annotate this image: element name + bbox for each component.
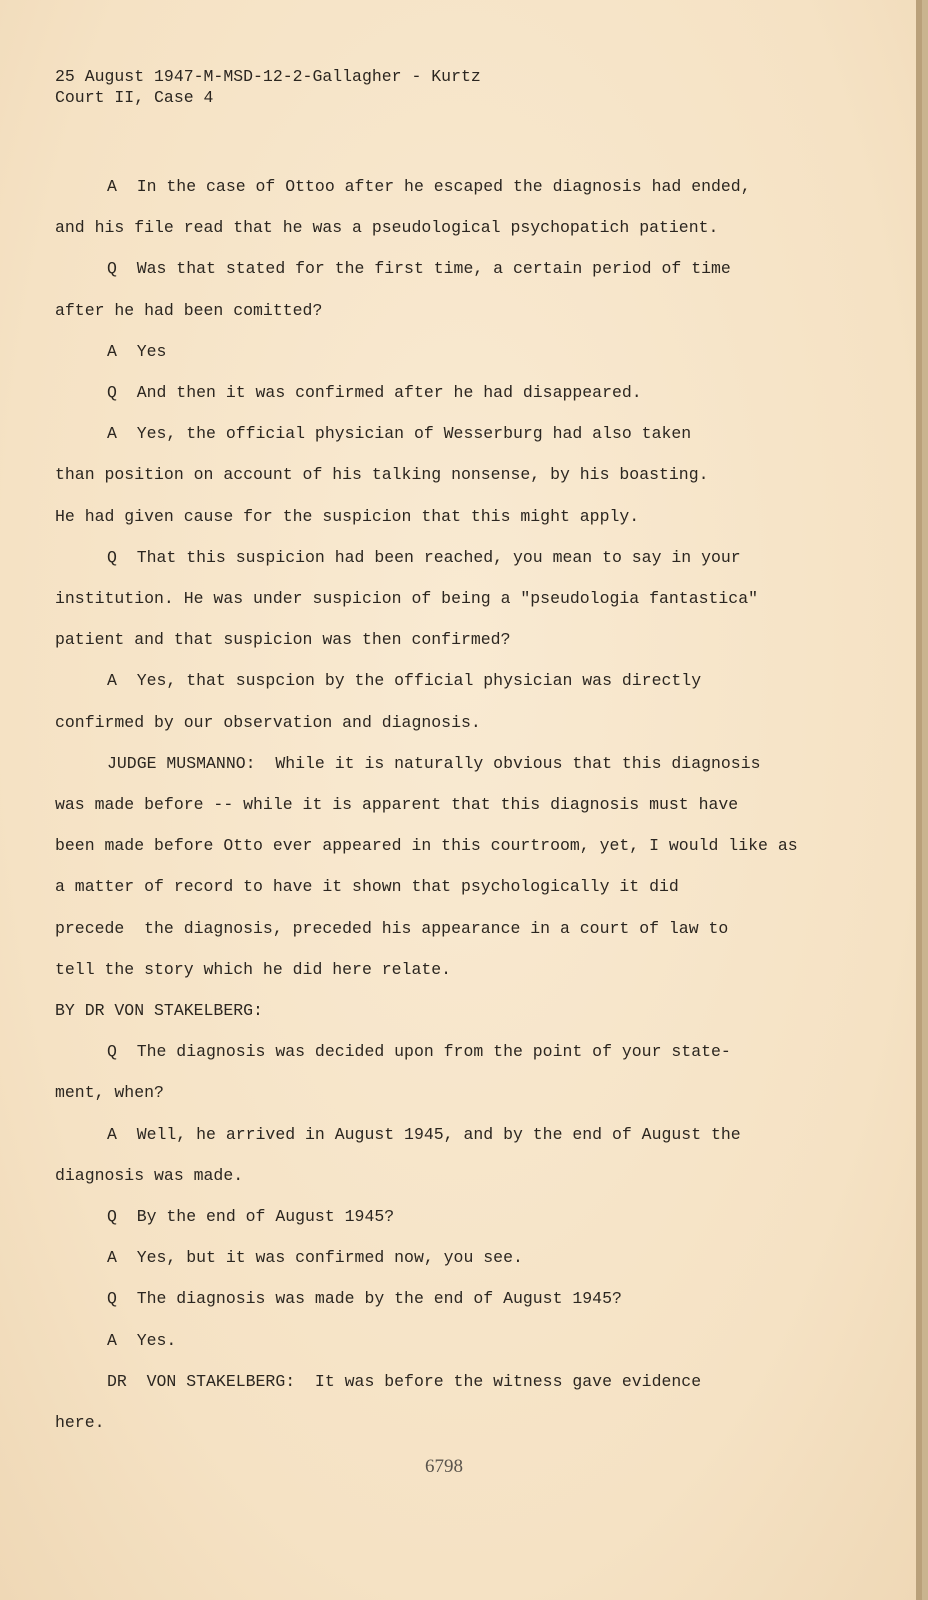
transcript-line: after he had been comitted? — [55, 300, 323, 320]
transcript-line: He had given cause for the suspicion that this might apply. — [55, 506, 640, 526]
transcript-line: Q Was that stated for the first time, a certain period of time — [107, 259, 731, 279]
transcript-line: here. — [55, 1413, 105, 1433]
transcript-line: A Well, he arrived in August 1945, and by the end of August the — [107, 1124, 741, 1144]
transcript-line: a matter of record to have it shown that psychologically it did — [55, 877, 679, 897]
document-header — [55, 66, 481, 108]
transcript-line: Q By the end of August 1945? — [107, 1207, 395, 1227]
transcript-line: than position on account of his talking nonsense, by his boasting. — [55, 465, 709, 485]
transcript-line: A Yes, the official physician of Wesserburg had also taken — [107, 424, 692, 444]
header-court-line: Court II, Case 4 — [55, 88, 214, 107]
transcript-line: diagnosis was made. — [55, 1165, 244, 1185]
transcript-line: Q The diagnosis was made by the end of August 1945? — [107, 1289, 622, 1309]
transcript-line: A In the case of Ottoo after he escaped the diagnosis had ended, — [107, 177, 751, 196]
transcript-line: BY DR VON STAKELBERG: — [55, 1001, 263, 1021]
transcript-line: patient and that suspicion was then confirmed? — [55, 630, 511, 650]
transcript-line: DR VON STAKELBERG: It was before the witness gave evidence — [107, 1371, 702, 1391]
transcript-line: A Yes, that suspcion by the official physician was directly — [107, 671, 702, 691]
transcript-line: institution. He was under suspicion of being a "pseudologia fantastica" — [55, 589, 759, 609]
transcript-body — [55, 166, 845, 1443]
header-date-line: 25 August 1947-M-MSD-12-2-Gallagher - Kurtz — [55, 67, 481, 86]
transcript-line: ment, when? — [55, 1083, 164, 1103]
transcript-line: Q And then it was confirmed after he had disappeared. — [107, 383, 642, 403]
transcript-line: JUDGE MUSMANNO: While it is naturally obvious that this diagnosis — [107, 753, 761, 773]
transcript-line: Q That this suspicion had been reached, you mean to say in your — [107, 547, 741, 567]
page-number: 6798 — [425, 1456, 463, 1477]
transcript-line: and his file read that he was a pseudological psychopatich patient. — [55, 218, 719, 238]
transcript-line: precede the diagnosis, preceded his appearance in a court of law to — [55, 918, 729, 938]
transcript-line: tell the story which he did here relate. — [55, 959, 452, 979]
transcript-line: Q The diagnosis was decided upon from the point of your state- — [107, 1042, 731, 1062]
transcript-line: A Yes, but it was confirmed now, you see. — [107, 1248, 523, 1268]
transcript-line: confirmed by our observation and diagnosis. — [55, 712, 481, 732]
transcript-line: A Yes — [107, 341, 167, 361]
transcript-line: A Yes. — [107, 1330, 177, 1350]
transcript-line: was made before -- while it is apparent that this diagnosis must have — [55, 795, 739, 815]
page-edge — [916, 0, 922, 1600]
transcript-line: been made before Otto ever appeared in this courtroom, yet, I would like as — [55, 836, 798, 856]
